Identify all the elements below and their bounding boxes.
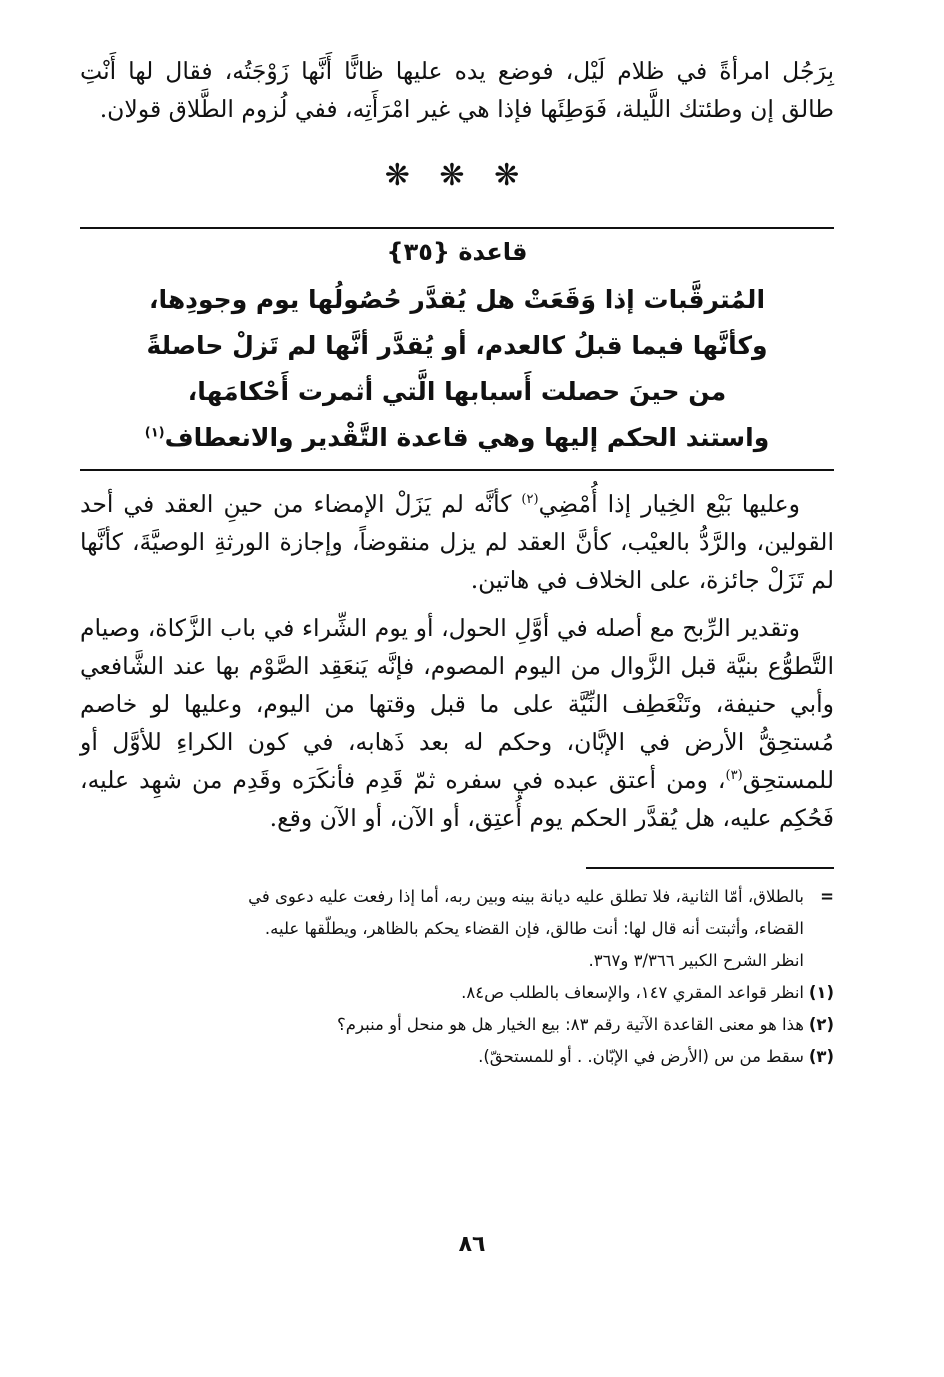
rule-line-4-text: واستند الحكم إليها وهي قاعدة التَّقْدير والانعطاف xyxy=(164,423,770,452)
rule-line-4 xyxy=(80,415,834,461)
footnotes xyxy=(80,881,834,1073)
footnote-2-number: (٢) xyxy=(808,1015,834,1034)
footnote-3-text: سقط من س (الأرض في الإبّان. . أو للمستحقّ). xyxy=(478,1047,804,1066)
rule-line-2: وكأنَّها فيما قبلُ كالعدم، أو يُقدَّر أنَّها لم تَزلْ حاصلةً xyxy=(146,331,768,360)
rule-top-line xyxy=(80,227,834,229)
footnote-ref-2: (٢) xyxy=(521,492,539,508)
page-number: ٨٦ xyxy=(458,1232,486,1257)
footnote-1-text: انظر قواعد المقري ١٤٧، والإسعاف بالطلب ص٨٤. xyxy=(461,983,804,1002)
body-paragraph-2 xyxy=(80,609,834,837)
p2-text-b: ، ومن أعتق عبده في سفره ثمّ قَدِم فأنكَرَه وقَدِم من شهِد عليه، فَحُكِم عليه، هل يُقدَّر الحكم يوم أُعتِق، أو الآن، أو الآن وقع. xyxy=(80,766,834,832)
footnote-ref-3: (٣) xyxy=(725,768,743,784)
footnote-separator xyxy=(586,867,834,869)
page-content xyxy=(80,52,834,1073)
footnote-3 xyxy=(80,1041,834,1073)
footnote-3-number: (٣) xyxy=(808,1047,834,1066)
footnote-continuation-3: انظر الشرح الكبير ٣/٣٦٦ و٣٦٧. xyxy=(588,951,804,970)
continuation-marker: = xyxy=(820,887,834,906)
rule-line-1: المُترقَّبات إذا وَقَعَتْ هل يُقدَّر حُصُولُها يوم وجودِها، xyxy=(148,285,766,314)
continuation-line-1: بالطلاق، أمّا الثانية، فلا تطلق عليه ديانة بينه وبين ربه، أما إذا رفعت عليه دعوى في xyxy=(248,887,804,906)
footnote-2-text: هذا هو معنى القاعدة الآتية رقم ٨٣: بيع الخيار هل هو منحل أو منبرم؟ xyxy=(337,1015,804,1034)
body-text xyxy=(80,485,834,837)
rule-title: قاعدة {٣٥} xyxy=(386,238,528,266)
p2-text-a: وتقدير الرِّبح مع أصله في أوَّلِ الحول، أو يوم الشِّراء في باب الزَّكاة، وصيام التَّطوُّع بنيَّة قبل الزَّوال من اليوم المصوم، فإنَّه يَنعَقِد الصَّوْم بها عند الشَّافعي وأبي حنيفة، وتَنْعَطِف النِّيَّة على ما قبل وقتها من اليوم، وعليها لو خاصم مُستحِقُّ الأرض في الإبَّان، وحكم له بعد ذَهابه، في كون الكراءِ للأوَّل أو للمستحِق xyxy=(80,614,834,794)
rule-statement xyxy=(80,277,834,461)
p1-text-a: وعليها بَيْع الخِيار إذا أُمْضِي xyxy=(538,490,800,518)
section-separator-stars: ❋ ❋ ❋ xyxy=(384,158,530,193)
footnote-1-number: (١) xyxy=(808,983,834,1002)
rule-line-3: من حينَ حصلت أَسبابها الَّتي أثمرت أَحْكامَها، xyxy=(187,377,727,406)
footnote-continuation-1 xyxy=(80,881,834,913)
footnote-continuation-2: القضاء، وأثبتت أنه قال لها: أنت طالق، فإن القضاء يحكم بالظاهر، ويطلّقها عليه. xyxy=(264,919,804,938)
top-paragraph: بِرَجُل امرأةً في ظلام لَيْل، فوضع يده عليها ظانًّا أَنَّها زَوْجَتُه، فقال لها أَنْتِ طالق إن وطئتك اللَّيلة، فَوَطِئَها فإذا هي غير امْرَأَتِه، ففي لُزوم الطَّلاق قولان. xyxy=(80,57,834,123)
footnote-1 xyxy=(80,977,834,1009)
footnote-2 xyxy=(80,1009,834,1041)
p1-text-b: كأنَّه لم يَزَلْ الإمضاء من حينِ العقد في أحد القولين، والرَّدُّ بالعيْب، كأنَّ العقد لم يزل منقوضاً، وإجازة الورثةِ الوصيَّةَ، كأنَّها لم تَزَلْ جائزة، على الخلاف في هاتين. xyxy=(80,490,834,594)
footnote-ref-1: (١) xyxy=(144,425,165,441)
rule-bottom-line xyxy=(80,469,834,471)
body-paragraph-1 xyxy=(80,485,834,599)
